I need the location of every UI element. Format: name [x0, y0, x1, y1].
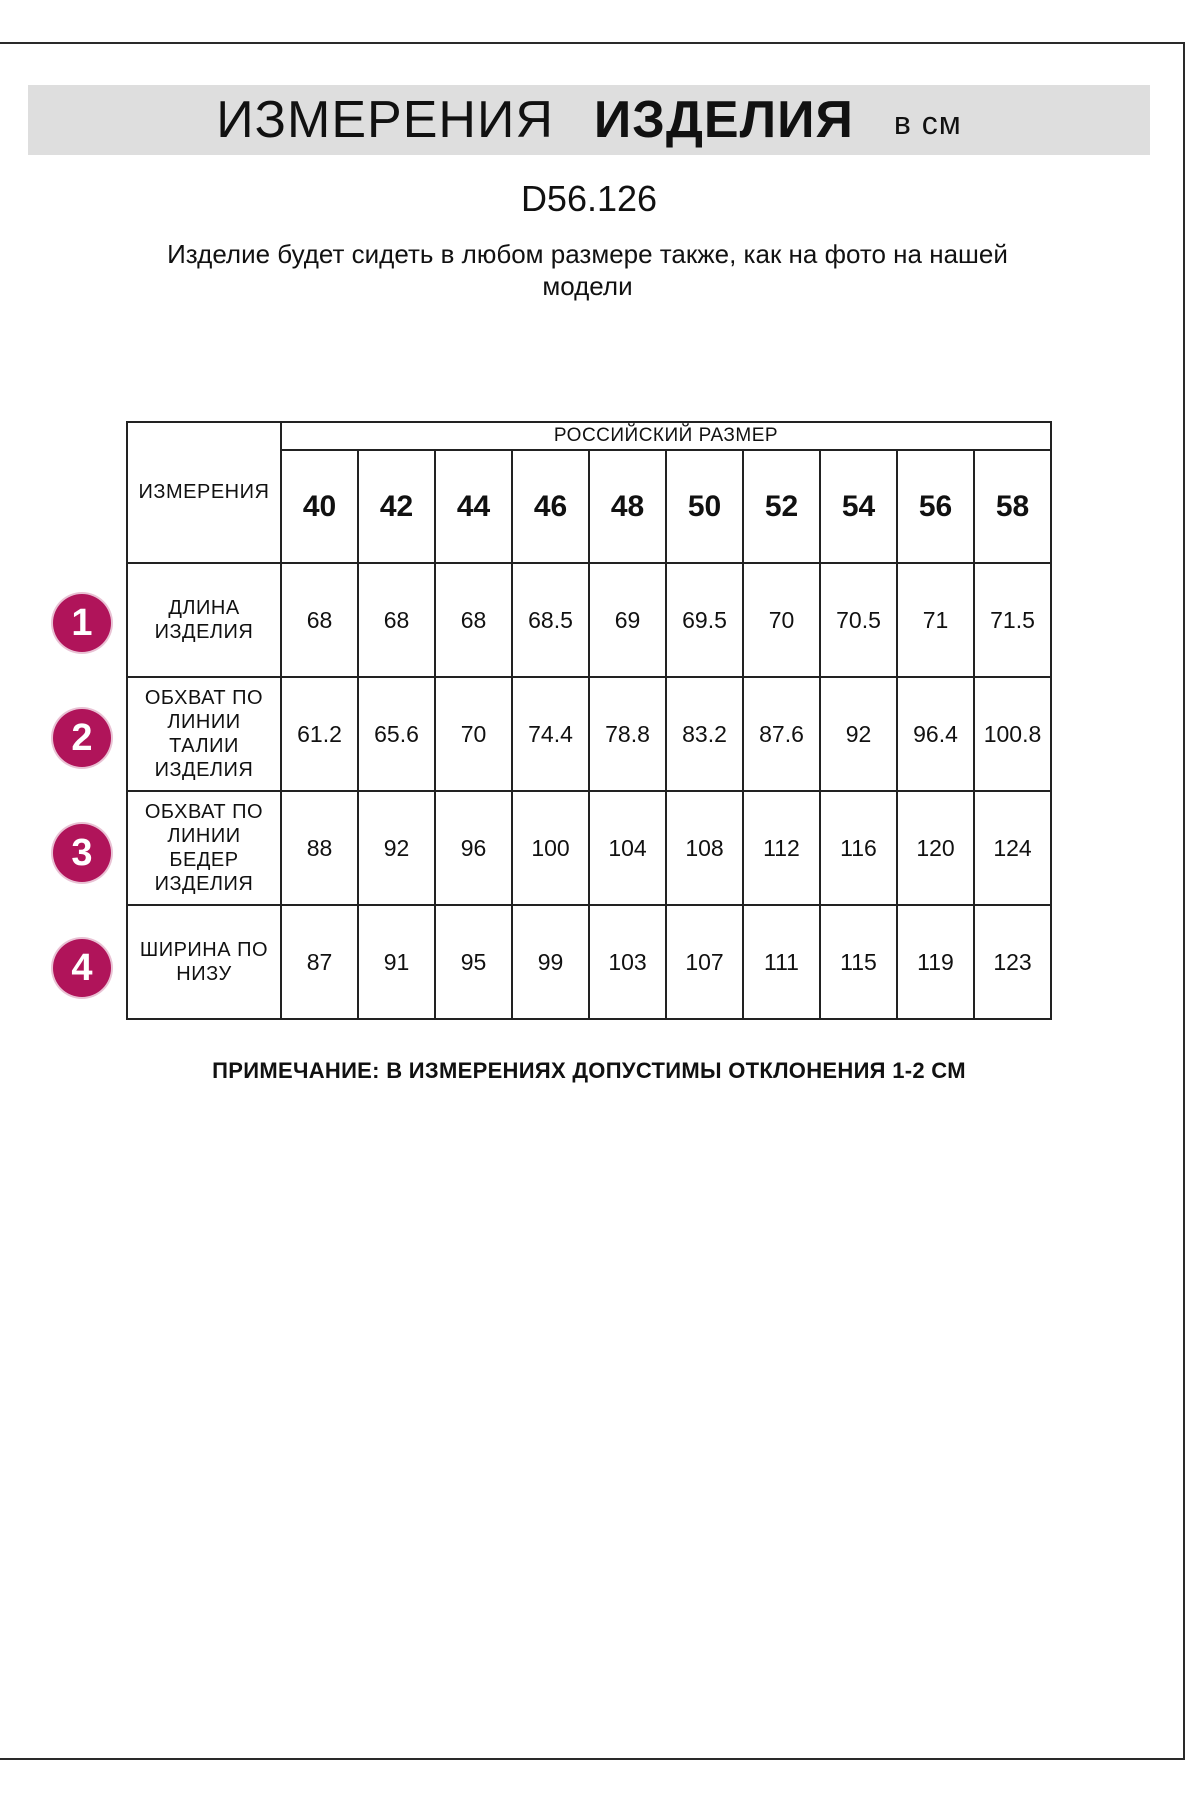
table-cell: 70 — [435, 677, 512, 791]
table-cell: 61.2 — [281, 677, 358, 791]
table-cell: 107 — [666, 905, 743, 1019]
table-cell: 124 — [974, 791, 1051, 905]
table-cell: 68 — [281, 563, 358, 677]
table-cell: 111 — [743, 905, 820, 1019]
table-cell: 123 — [974, 905, 1051, 1019]
size-header: 58 — [974, 450, 1051, 563]
article-number: D56.126 — [520, 178, 658, 219]
row-label-length: ДЛИНА ИЗДЕЛИЯ — [127, 563, 281, 677]
table-cell: 116 — [820, 791, 897, 905]
table-row — [127, 563, 1051, 677]
table-cell: 71 — [897, 563, 974, 677]
row-label-waist: ОБХВАТ ПО ЛИНИИ ТАЛИИ ИЗДЕЛИЯ — [127, 677, 281, 791]
size-header: 52 — [743, 450, 820, 563]
table-cell: 92 — [820, 677, 897, 791]
size-header: 40 — [281, 450, 358, 563]
table-cell: 120 — [897, 791, 974, 905]
size-header: 42 — [358, 450, 435, 563]
table-cell: 69.5 — [666, 563, 743, 677]
table-cell: 112 — [743, 791, 820, 905]
table-cell: 71.5 — [974, 563, 1051, 677]
title-part-units: в см — [893, 104, 962, 141]
table-cell: 103 — [589, 905, 666, 1019]
table-row — [127, 677, 1051, 791]
table-cell: 99 — [512, 905, 589, 1019]
size-header: 48 — [589, 450, 666, 563]
table-cell: 95 — [435, 905, 512, 1019]
fit-description: Изделие будет сидеть в любом размере также, как на фото на нашей модели — [167, 239, 1008, 301]
size-header: 50 — [666, 450, 743, 563]
table-cell: 108 — [666, 791, 743, 905]
table-cell: 91 — [358, 905, 435, 1019]
title-part-product: ИЗДЕЛИЯ — [593, 91, 854, 149]
size-header: 54 — [820, 450, 897, 563]
table-cell: 74.4 — [512, 677, 589, 791]
table-row — [127, 905, 1051, 1019]
size-header: 44 — [435, 450, 512, 563]
table-cell: 96 — [435, 791, 512, 905]
table-cell: 115 — [820, 905, 897, 1019]
row-number-badge-3: 3 — [53, 824, 111, 882]
table-cell: 87 — [281, 905, 358, 1019]
table-cell: 88 — [281, 791, 358, 905]
table-cell: 119 — [897, 905, 974, 1019]
row-label-hem-width: ШИРИНА ПО НИЗУ — [127, 905, 281, 1019]
table-cell: 65.6 — [358, 677, 435, 791]
table-cell: 70 — [743, 563, 820, 677]
table-cell: 83.2 — [666, 677, 743, 791]
row-label-hips: ОБХВАТ ПО ЛИНИИ БЕДЕР ИЗДЕЛИЯ — [127, 791, 281, 905]
measurements-header: ИЗМЕРЕНИЯ — [127, 422, 281, 563]
table-cell: 96.4 — [897, 677, 974, 791]
table-cell: 87.6 — [743, 677, 820, 791]
size-header: 56 — [897, 450, 974, 563]
size-header: 46 — [512, 450, 589, 563]
deviation-note: ПРИМЕЧАНИЕ: В ИЗМЕРЕНИЯХ ДОПУСТИМЫ ОТКЛОНЕНИЯ 1-2 СМ — [212, 1058, 966, 1083]
table-cell: 70.5 — [820, 563, 897, 677]
title-part-measurements: ИЗМЕРЕНИЯ — [216, 91, 554, 149]
table-cell: 69 — [589, 563, 666, 677]
size-table — [126, 421, 1052, 1020]
table-cell: 92 — [358, 791, 435, 905]
row-number-badge-4: 4 — [53, 939, 111, 997]
title-banner — [28, 85, 1150, 155]
table-row — [127, 791, 1051, 905]
table-cell: 104 — [589, 791, 666, 905]
russian-size-header: РОССИЙСКИЙ РАЗМЕР — [281, 422, 1051, 450]
table-cell: 100 — [512, 791, 589, 905]
table-cell: 100.8 — [974, 677, 1051, 791]
table-cell: 78.8 — [589, 677, 666, 791]
row-number-badge-1: 1 — [53, 594, 111, 652]
row-number-badge-2: 2 — [53, 709, 111, 767]
table-cell: 68 — [435, 563, 512, 677]
table-cell: 68 — [358, 563, 435, 677]
table-cell: 68.5 — [512, 563, 589, 677]
